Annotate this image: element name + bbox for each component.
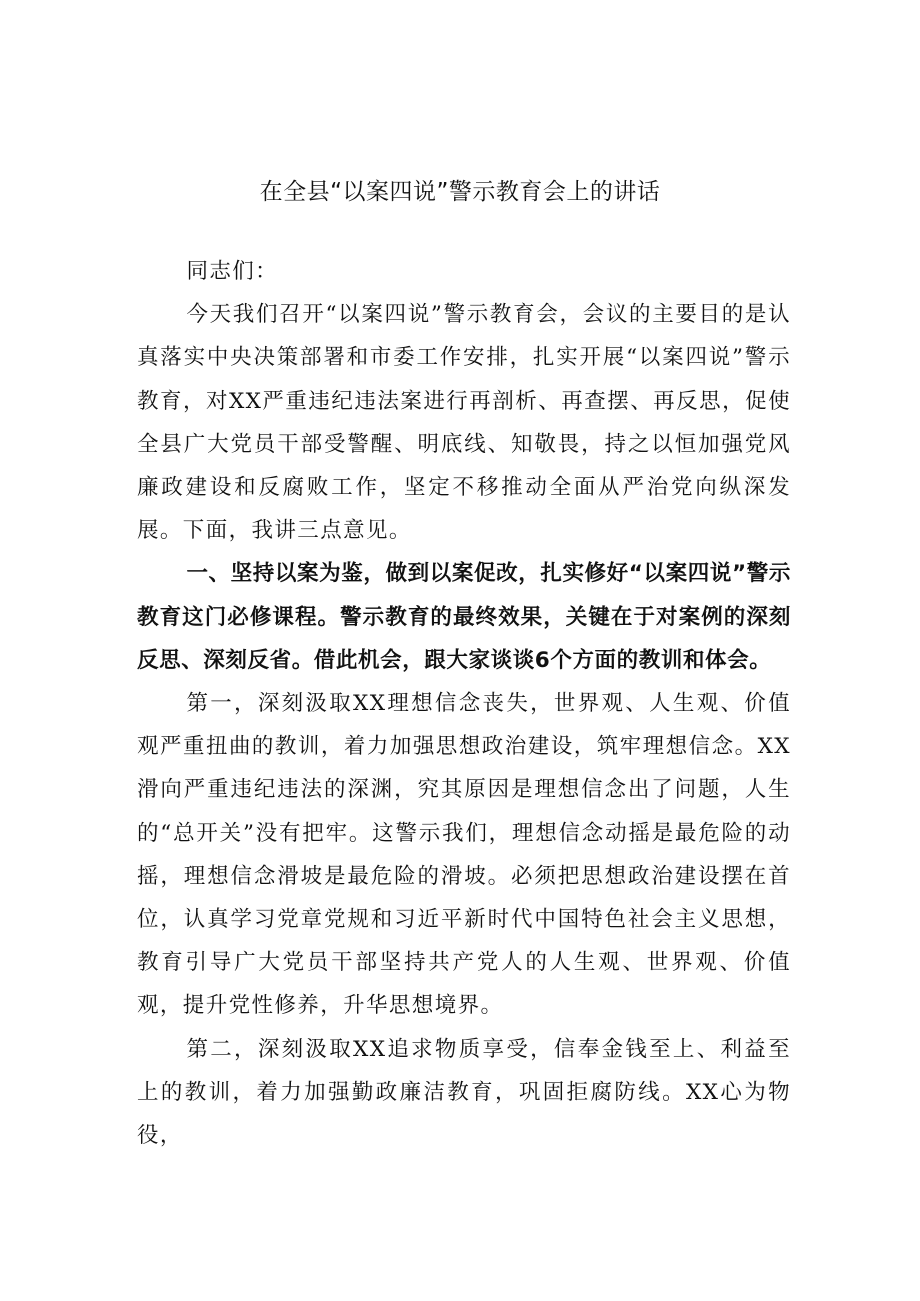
intro-paragraph: 今天我们召开“以案四说”警示教育会，会议的主要目的是认真落实中央决策部署和市委工作安排，扎实开展“以案四说”警示教育，对XX严重违纪违法案进行再剖析、再查摆、再反思，促使全县广大党员干部受警醒、明底线、知敬畏，持之以恒加强党风廉政建设和反腐败工作，坚定不移推动全面从严治党向纵深发展。下面，我讲三点意见。	[137, 302, 791, 544]
document-title: 在全县“以案四说”警示教育会上的讲话	[259, 179, 661, 205]
point-paragraph-2: 第二，深刻汲取XX追求物质享受，信奉金钱至上、利益至上的教训，着力加强勤政廉洁教育，巩固拒腐防线。XX心为物役，	[137, 1036, 791, 1149]
point-paragraph-1: 第一，深刻汲取XX理想信念丧失，世界观、人生观、价值观严重扭曲的教训，着力加强思想政治建设，筑牢理想信念。XX滑向严重违纪违法的深渊，究其原因是理想信念出了问题，人生的“总开关”没有把牢。这警示我们，理想信念动摇是最危险的动摇，理想信念滑坡是最危险的滑坡。必须把思想政治建设摆在首位，认真学习党章党规和习近平新时代中国特色社会主义思想，教育引导广大党员干部坚持共产党人的人生观、世界观、价值观，提升党性修养，升华思想境界。	[137, 691, 791, 1019]
salutation: 同志们：	[186, 259, 279, 284]
section-heading-1: 一、坚持以案为鉴，做到以案促改，扎实修好“以案四说”警示教育这门必修课程。警示教育的最终效果，关键在于对案例的深刻反思、深刻反省。借此机会，跟大家谈谈6个方面的教训和体会。	[137, 561, 791, 673]
document-body	[137, 250, 791, 1157]
